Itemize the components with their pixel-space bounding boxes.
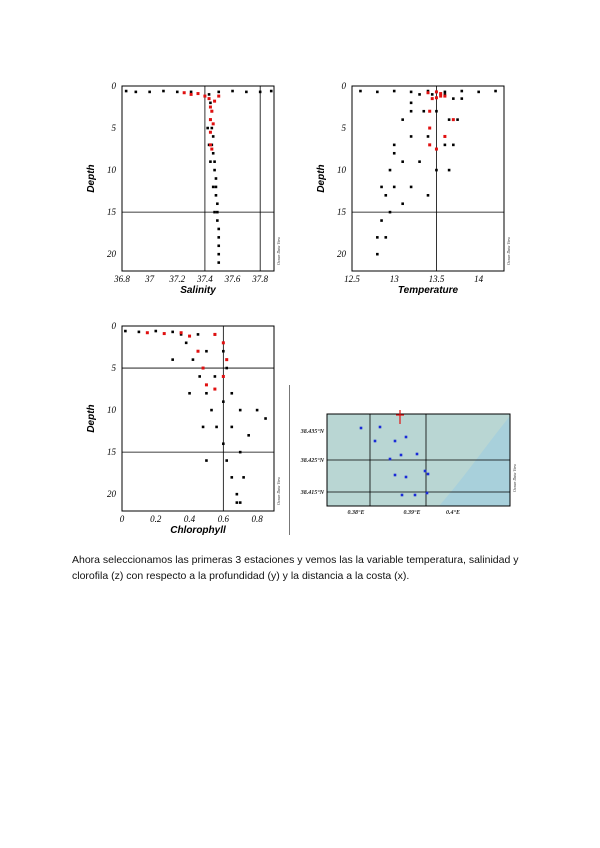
data-point (448, 118, 451, 121)
station-dot (416, 453, 419, 456)
data-point (401, 118, 404, 121)
x-tick-label: 37.8 (252, 274, 269, 284)
data-point (171, 331, 174, 334)
data-point (435, 148, 438, 151)
data-point (208, 97, 211, 100)
data-point (443, 95, 446, 98)
data-point (231, 90, 234, 93)
data-point (212, 122, 215, 125)
data-point (197, 92, 200, 95)
data-point (422, 110, 425, 113)
data-point (435, 90, 438, 93)
data-point (225, 459, 228, 462)
temperature-chart (310, 76, 520, 301)
station-dot (414, 494, 417, 497)
data-point (197, 333, 200, 336)
y-tick-label: 0 (111, 81, 116, 91)
y-tick-label: 10 (107, 165, 116, 176)
y-tick-label: 0 (111, 321, 116, 331)
station-dot (405, 476, 408, 479)
data-point (217, 244, 220, 247)
data-point (222, 350, 225, 353)
x-axis-title: Salinity (180, 285, 216, 296)
map-lon-label: 0.39°E (403, 510, 421, 516)
map-lat-label: 38.435°N (300, 429, 324, 435)
data-point (410, 186, 413, 189)
data-point (456, 118, 459, 121)
station-dot (394, 474, 397, 477)
data-point (401, 202, 404, 205)
y-tick-label: 15 (107, 207, 116, 218)
data-point (188, 392, 191, 395)
data-point (452, 144, 455, 147)
data-point (211, 127, 214, 130)
data-point (215, 194, 218, 197)
salinity-chart (80, 76, 290, 301)
data-point (230, 426, 233, 429)
data-point (427, 194, 430, 197)
data-point (376, 91, 379, 94)
data-point (428, 110, 431, 113)
data-point (245, 91, 248, 94)
data-point (410, 135, 413, 138)
data-point (217, 236, 220, 239)
data-point (428, 127, 431, 130)
data-point (214, 375, 217, 378)
data-point (225, 367, 228, 370)
station-dot (424, 470, 427, 473)
temperature-panel (310, 76, 520, 301)
data-point (477, 91, 480, 94)
x-tick-label: 0.2 (150, 514, 162, 524)
data-point (376, 253, 379, 256)
y-tick-label: 5 (341, 123, 346, 134)
data-point (163, 332, 166, 335)
data-point (209, 143, 212, 146)
x-tick-label: 14 (474, 274, 484, 284)
station-map-panel (284, 406, 520, 516)
data-point (209, 102, 212, 105)
y-tick-label: 20 (107, 489, 116, 500)
data-point (494, 90, 497, 93)
watermark-text: Ocean Data View (276, 236, 281, 266)
data-point (222, 442, 225, 445)
data-point (393, 152, 396, 155)
data-point (431, 97, 434, 100)
watermark-text: Ocean Data View (506, 236, 511, 266)
data-point (410, 110, 413, 113)
plot-frame (122, 86, 274, 271)
data-point (236, 501, 239, 504)
data-point (217, 261, 220, 264)
data-point (428, 143, 431, 146)
x-tick-label: 0.8 (251, 514, 263, 524)
x-tick-label: 36.8 (114, 274, 130, 284)
data-point (209, 131, 212, 134)
station-dot (379, 426, 382, 429)
y-tick-label: 15 (107, 447, 116, 458)
map-lon-label: 0.38°E (347, 510, 365, 516)
data-point (171, 358, 174, 361)
data-point (213, 100, 216, 103)
data-point (236, 493, 239, 496)
x-tick-label: 37.6 (224, 274, 241, 284)
data-point (222, 341, 225, 344)
data-point (222, 375, 225, 378)
data-point (205, 459, 208, 462)
data-point (452, 118, 455, 121)
data-point (210, 148, 213, 151)
data-point (410, 102, 413, 105)
data-point (215, 426, 218, 429)
map-lon-label: 0.4°E (446, 510, 460, 516)
data-point (401, 160, 404, 163)
data-point (239, 409, 242, 412)
y-tick-label: 10 (337, 165, 346, 176)
data-point (259, 91, 262, 94)
data-point (138, 331, 141, 334)
data-point (213, 333, 216, 336)
data-point (213, 160, 216, 163)
station-dot (400, 454, 403, 457)
data-point (209, 118, 212, 121)
plot-frame (122, 326, 274, 511)
data-point (247, 434, 250, 437)
data-point (444, 144, 447, 147)
y-tick-label: 20 (337, 249, 346, 260)
x-tick-label: 0.6 (217, 514, 229, 524)
station-dot (427, 473, 430, 476)
data-point (208, 93, 211, 96)
map-lat-label: 38.425°N (300, 458, 324, 464)
caption-text: Ahora seleccionamos las primeras 3 estaciones y vemos las la variable temperatura, salinidad y clorofila (z) con respecto a la profundidad (y) y la distancia a la costa (x). (72, 554, 519, 582)
data-point (213, 388, 216, 391)
y-axis-title: Depth (316, 164, 327, 193)
y-axis-title: Depth (86, 404, 97, 433)
plot-frame (352, 86, 504, 271)
data-point (435, 110, 438, 113)
data-point (217, 91, 220, 94)
data-point (444, 91, 447, 94)
x-tick-label: 0.4 (183, 514, 196, 524)
station-dot (360, 427, 363, 430)
y-tick-label: 10 (107, 405, 116, 416)
data-point (427, 91, 430, 94)
data-point (393, 186, 396, 189)
data-point (460, 90, 463, 93)
y-tick-label: 5 (111, 363, 116, 374)
salinity-panel (80, 76, 290, 301)
data-point (418, 93, 421, 96)
data-point (197, 350, 200, 353)
data-point (427, 135, 430, 138)
data-point (389, 169, 392, 172)
data-point (393, 90, 396, 93)
x-tick-label: 13.5 (428, 274, 445, 284)
data-point (217, 95, 220, 98)
data-point (188, 335, 191, 338)
data-point (213, 211, 216, 214)
data-point (217, 253, 220, 256)
data-point (239, 451, 242, 454)
data-point (215, 177, 218, 180)
data-point (124, 330, 127, 333)
data-point (239, 501, 242, 504)
y-tick-label: 20 (107, 249, 116, 260)
data-point (270, 90, 273, 93)
data-point (212, 135, 215, 138)
data-point (256, 409, 259, 412)
data-point (198, 375, 201, 378)
data-point (217, 228, 220, 231)
data-point (230, 476, 233, 479)
data-point (230, 392, 233, 395)
x-tick-label: 12.5 (344, 274, 360, 284)
data-point (180, 331, 183, 334)
x-tick-label: 37.2 (169, 274, 186, 284)
x-tick-label: 37.4 (197, 274, 213, 284)
y-tick-label: 0 (341, 81, 346, 91)
y-tick-label: 5 (111, 123, 116, 134)
data-point (435, 96, 438, 99)
data-point (205, 392, 208, 395)
station-dot (426, 492, 429, 495)
data-point (443, 135, 446, 138)
data-point (384, 236, 387, 239)
data-point (215, 186, 218, 189)
chlorophyll-panel (80, 316, 290, 541)
data-point (154, 330, 157, 333)
data-point (203, 95, 206, 98)
data-point (162, 90, 165, 93)
watermark-text: Ocean Data View (276, 476, 281, 506)
data-point (410, 91, 413, 94)
data-point (264, 417, 267, 420)
data-point (206, 127, 209, 130)
x-tick-label: 13 (389, 274, 399, 284)
x-axis-title: Chlorophyll (170, 525, 226, 536)
data-point (431, 93, 434, 96)
data-point (389, 211, 392, 214)
data-point (359, 90, 362, 93)
data-point (418, 160, 421, 163)
data-point (222, 400, 225, 403)
data-point (212, 152, 215, 155)
y-tick-label: 15 (337, 207, 346, 218)
data-point (190, 93, 193, 96)
data-point (205, 350, 208, 353)
data-point (242, 476, 245, 479)
x-axis-title: Temperature (397, 285, 459, 296)
data-point (380, 186, 383, 189)
data-point (435, 169, 438, 172)
data-point (384, 194, 387, 197)
data-point (210, 110, 213, 113)
x-tick-label: 0 (119, 514, 125, 524)
station-dot (401, 494, 404, 497)
data-point (216, 211, 219, 214)
data-point (125, 90, 128, 93)
data-point (209, 160, 212, 163)
data-point (183, 91, 186, 94)
data-point (393, 144, 396, 147)
data-point (448, 169, 451, 172)
data-point (439, 95, 442, 98)
data-point (202, 367, 205, 370)
x-tick-label: 37 (145, 274, 155, 284)
data-point (376, 236, 379, 239)
data-point (190, 91, 193, 94)
data-point (202, 426, 205, 429)
data-point (452, 97, 455, 100)
station-dot (394, 440, 397, 443)
map-lat-label: 38.415°N (300, 490, 324, 496)
data-point (216, 202, 219, 205)
data-point (146, 331, 149, 334)
station-dot (405, 436, 408, 439)
data-point (176, 91, 179, 94)
station-dot (374, 440, 377, 443)
data-point (212, 186, 215, 189)
data-point (216, 219, 219, 222)
data-point (185, 342, 188, 345)
data-point (135, 91, 138, 94)
station-dot (389, 458, 392, 461)
data-point (460, 97, 463, 100)
station-map (284, 406, 520, 516)
y-axis-title: Depth (86, 164, 97, 193)
data-point (205, 383, 208, 386)
data-point (148, 91, 151, 94)
chlorophyll-chart (80, 316, 290, 541)
data-point (209, 106, 212, 109)
watermark-text: Ocean Data View (512, 463, 517, 493)
data-point (380, 219, 383, 222)
data-point (225, 358, 228, 361)
data-point (192, 358, 195, 361)
data-point (213, 169, 216, 172)
data-point (210, 409, 213, 412)
